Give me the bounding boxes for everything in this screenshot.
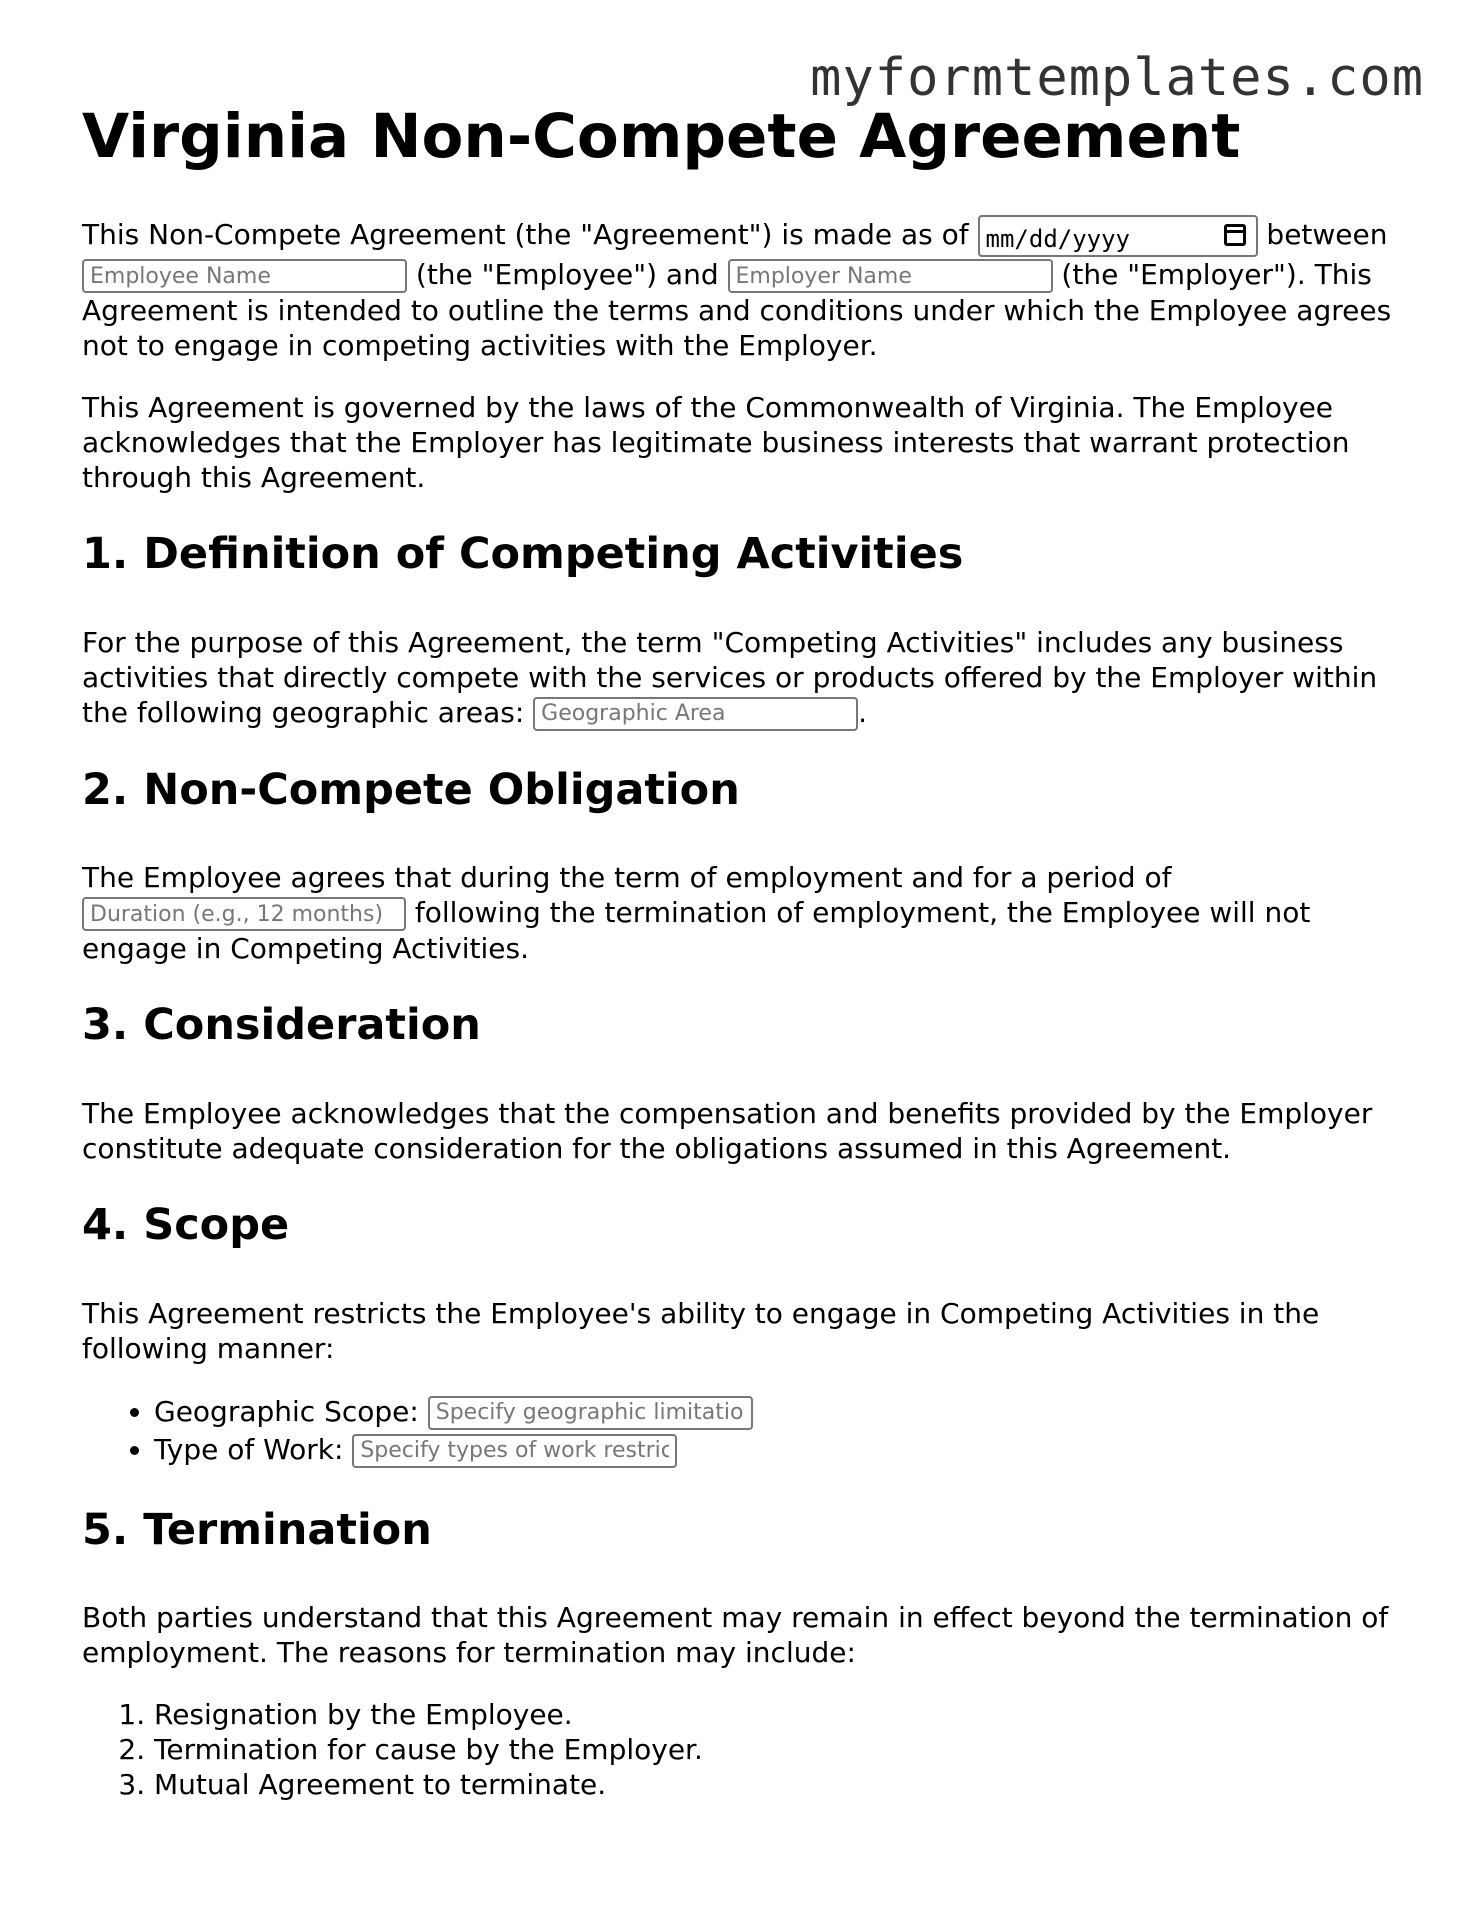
watermark: myformtemplates.com (810, 48, 1424, 108)
governing-law-paragraph: This Agreement is governed by the laws of the Commonwealth of Virginia. The Employee acknowledges that the Employer has legitimate business interests that warrant protection through this Agreement. (82, 391, 1350, 495)
intro-text-2: between (1257, 218, 1388, 252)
list-item: 3. Mutual Agreement to terminate. (154, 1767, 1412, 1802)
section-4-paragraph: This Agreement restricts the Employee's ability to engage in Competing Activities in the following manner: (82, 1296, 1320, 1365)
intro-paragraph (82, 215, 1412, 363)
section-5-paragraph: Both parties understand that this Agreement may remain in effect beyond the termination of employment. The reasons for termination may include: (82, 1601, 1389, 1670)
geographic-scope-input[interactable] (428, 1396, 753, 1430)
section-1-text: For the purpose of this Agreement, the term "Competing Activities" includes any business activities that directly compete with the services or products offered by the Employer within the following geographic areas: (82, 625, 1378, 729)
page-title: Virginia Non-Compete Agreement (82, 101, 1241, 172)
date-placeholder: mm/dd/yyyy (985, 225, 1131, 254)
calendar-icon[interactable] (1224, 224, 1246, 246)
type-of-work-input[interactable] (352, 1434, 677, 1468)
intro-text-4: (the "Employer"). This Agreement is intended to outline the terms and conditions under which the Employee agrees not to engage in competing activities with the Employer. (82, 258, 1392, 363)
geographic-area-input[interactable] (533, 697, 858, 731)
agreement-document (82, 100, 1412, 1838)
geographic-scope-label: Geographic Scope: (154, 1394, 428, 1428)
section-3-heading: 3. Consideration (82, 1000, 481, 1051)
section-2-heading: 2. Non-Compete Obligation (82, 764, 740, 815)
list-item: 1. Resignation by the Employee. (154, 1697, 1412, 1732)
scope-list (82, 1393, 1412, 1469)
termination-reasons-list (82, 1697, 1412, 1802)
employee-name-input[interactable] (82, 259, 407, 293)
section-1-end: . (858, 695, 868, 729)
intro-text-3: (the "Employee") and (407, 258, 728, 292)
section-2-text-1: The Employee agrees that during the term of employment and for a period of (82, 861, 1172, 895)
list-item: 2. Termination for cause by the Employer. (154, 1732, 1412, 1767)
section-4-heading: 4. Scope (82, 1199, 290, 1250)
section-1-heading: 1. Definition of Competing Activities (82, 529, 964, 580)
section-2-text-2: following the termination of employment, the Employee will not engage in Competing Activities. (82, 896, 1311, 966)
intro-text-1: This Non-Compete Agreement (the "Agreement") is made as of (82, 218, 978, 252)
section-5-heading: 5. Termination (82, 1504, 432, 1555)
section-2-paragraph (82, 860, 1412, 966)
agreement-date-field[interactable] (978, 215, 1258, 257)
employer-name-input[interactable] (728, 259, 1053, 293)
duration-input[interactable] (82, 897, 406, 931)
section-3-paragraph: The Employee acknowledges that the compensation and benefits provided by the Employer constitute adequate consideration for the obligations assumed in this Agreement. (82, 1096, 1373, 1165)
type-of-work-label: Type of Work: (154, 1432, 353, 1466)
section-1-paragraph (82, 625, 1412, 731)
list-item (154, 1431, 1412, 1469)
list-item (154, 1393, 1412, 1431)
